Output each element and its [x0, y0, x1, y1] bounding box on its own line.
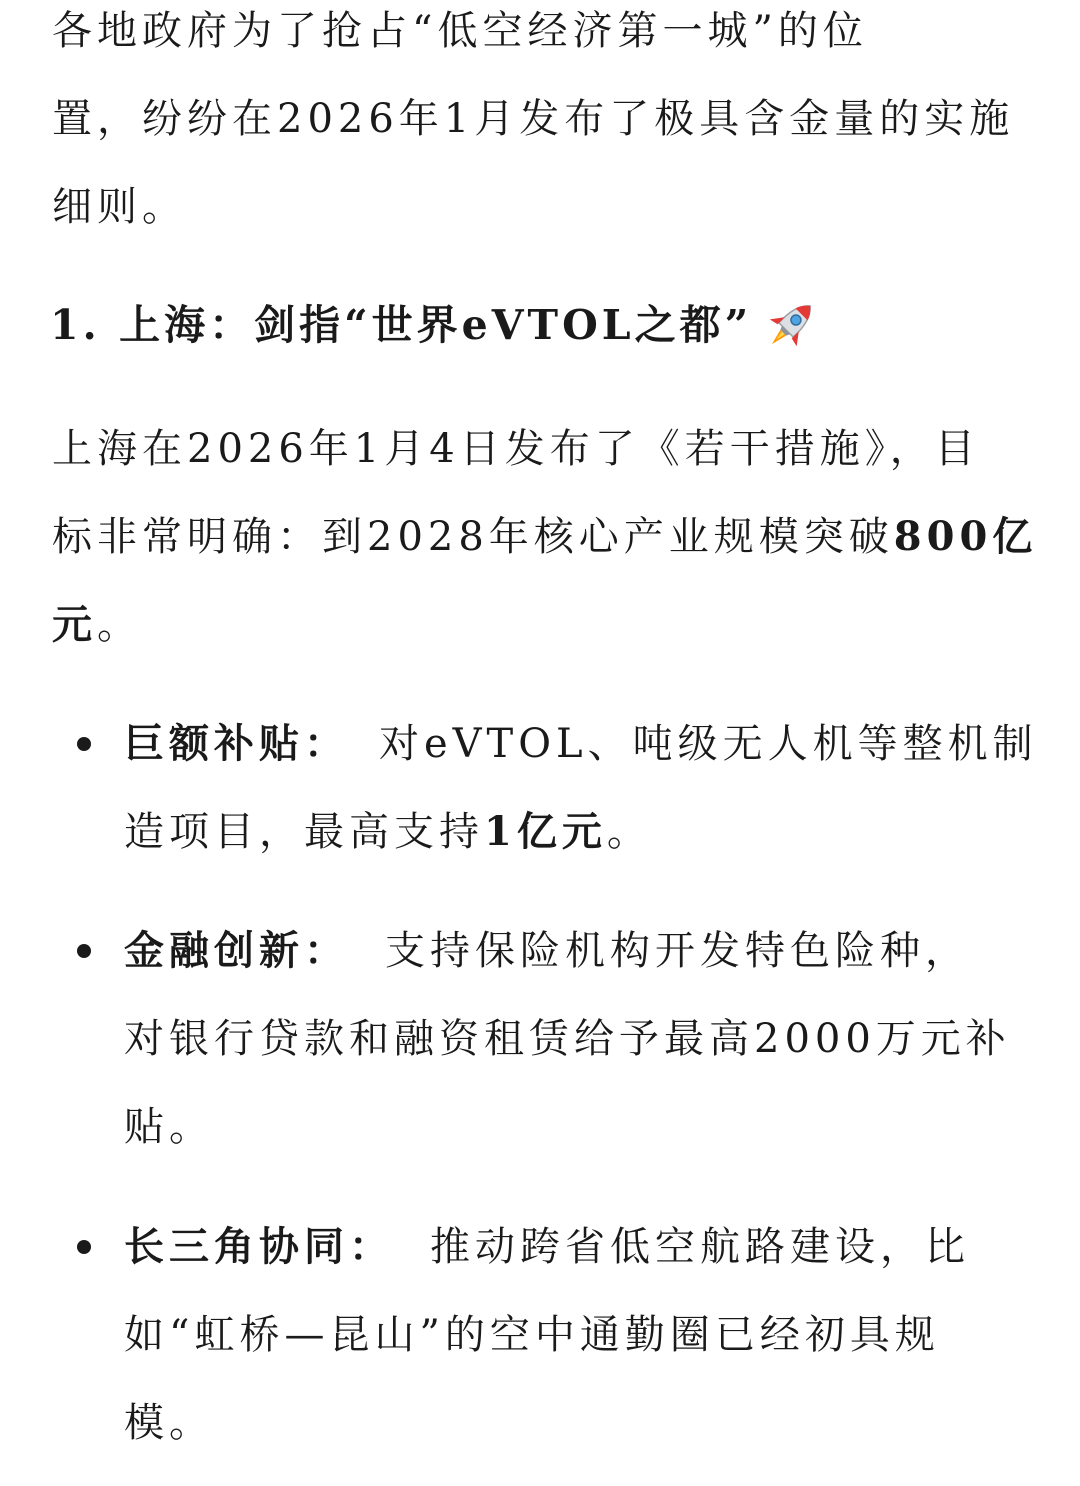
bullet-2-line-2: 对银行贷款和融资租赁给予最高2000万元补	[124, 1016, 1011, 1062]
rocket-icon	[760, 296, 822, 354]
bullet-dot	[77, 944, 91, 958]
paragraph-line-2	[52, 512, 1037, 562]
highlight-1-yi-yuan: 1亿元	[484, 808, 607, 855]
bullet-2-label: 金融创新：	[124, 927, 349, 974]
bullet-2-line-3: 贴。	[124, 1104, 214, 1150]
bullet-2-text: 支持保险机构开发特色险种，	[385, 928, 970, 974]
bullet-dot	[77, 737, 91, 751]
bullet-1-text: 对eVTOL、吨级无人机等整机制	[379, 721, 1038, 767]
bullet-1-text-2: 造项目，最高支持	[124, 809, 484, 855]
highlight-800-yi: 800亿	[893, 513, 1038, 560]
paragraph-line-1: 上海在2026年1月4日发布了《若干措施》，目	[52, 426, 980, 472]
bullet-1-line-2	[124, 807, 652, 857]
bullet-dot	[77, 1240, 91, 1254]
bullet-2-line-1	[124, 926, 970, 976]
paragraph-line-3-text: 。	[97, 602, 142, 648]
bullet-1-period: 。	[606, 809, 652, 855]
intro-line-2: 置，纷纷在2026年1月发布了极具含金量的实施	[52, 96, 1015, 142]
bullet-3-line-2: 如“虹桥—昆山”的空中通勤圈已经初具规	[124, 1312, 940, 1358]
intro-line-1: 各地政府为了抢占“低空经济第一城”的位	[52, 8, 868, 54]
bullet-3-text: 推动跨省低空航路建设，比	[430, 1224, 970, 1270]
section-heading: 1. 上海：剑指“世界eVTOL之都”	[50, 301, 753, 349]
paragraph-line-2-text: 标非常明确：到2028年核心产业规模突破	[52, 514, 894, 560]
bullet-3-label: 长三角协同：	[124, 1223, 394, 1270]
bullet-3-line-3: 模。	[124, 1400, 214, 1446]
highlight-yuan: 元	[52, 601, 97, 648]
bullet-1-label: 巨额补贴：	[124, 720, 349, 767]
paragraph-line-3	[52, 600, 142, 650]
bullet-1-line-1	[124, 719, 1038, 769]
intro-line-3: 细则。	[52, 184, 187, 230]
bullet-3-line-1	[124, 1222, 970, 1272]
